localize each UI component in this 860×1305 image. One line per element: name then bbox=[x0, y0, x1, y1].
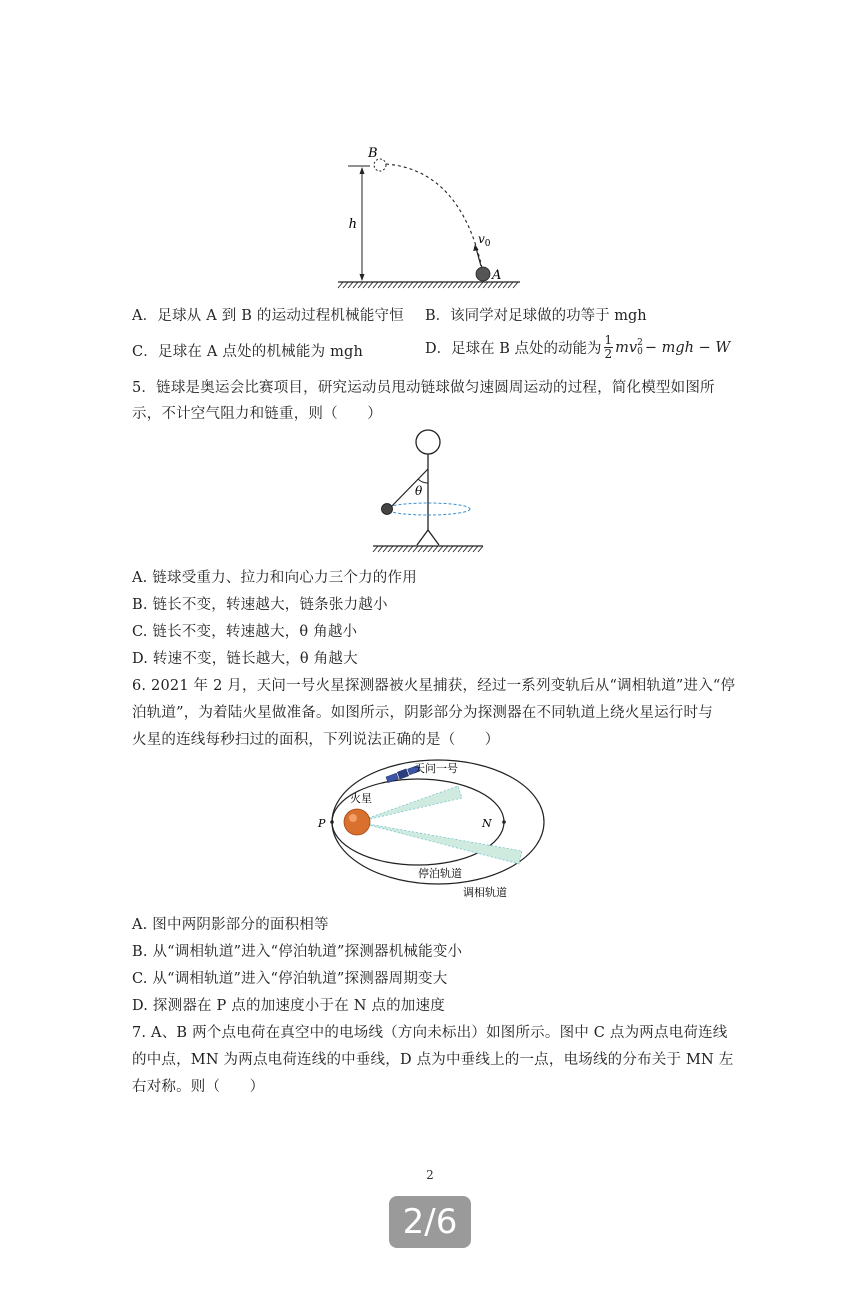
q6-option-c: C. 从“调相轨道”进入“停泊轨道”探测器周期变大 bbox=[132, 971, 448, 987]
q6-stem-line-1: 6. 2021 年 2 月，天问一号火星探测器被火星捕获，经过一系列变轨后从“调相轨道”进入“停 bbox=[132, 678, 736, 694]
point-n-label: N bbox=[482, 817, 492, 830]
hatch-stroke bbox=[398, 546, 403, 552]
point-a-label: A bbox=[492, 268, 502, 283]
hatch-stroke bbox=[433, 546, 438, 552]
height-label: h bbox=[348, 217, 357, 232]
hatch-stroke bbox=[513, 282, 518, 288]
probe-label: 天问一号 bbox=[414, 762, 458, 775]
q4-option-d-tail: − mgh − W bbox=[644, 339, 731, 356]
hatch-stroke bbox=[383, 282, 388, 288]
hatch-stroke bbox=[438, 282, 443, 288]
q7-stem-line-2: 的中点，MN 为两点电荷连线的中垂线，D 点为中垂线上的一点，电场线的分布关于 MN 左 bbox=[132, 1052, 734, 1068]
hatch-stroke bbox=[448, 282, 453, 288]
q4-option-a: A．足球从 A 到 B 的运动过程机械能守恒 bbox=[132, 308, 404, 324]
q6-stem-line-3: 火星的连线每秒扫过的面积，下列说法正确的是（ ） bbox=[132, 732, 500, 748]
point-b-label: B bbox=[368, 146, 378, 161]
hatch-stroke bbox=[458, 282, 463, 288]
superscript-2: 2 bbox=[637, 337, 643, 348]
v0-label: $v_0$ bbox=[478, 232, 491, 249]
hatch-stroke bbox=[388, 282, 393, 288]
mars-label: 火星 bbox=[350, 792, 372, 805]
q4-option-d-fraction bbox=[604, 334, 614, 361]
hatch-stroke bbox=[348, 282, 353, 288]
hatch-stroke bbox=[418, 282, 423, 288]
q5-option-c: C. 链长不变，转速越大，θ 角越小 bbox=[132, 624, 358, 640]
hatch-stroke bbox=[473, 546, 478, 552]
theta-arc bbox=[418, 479, 428, 483]
trajectory-curve bbox=[386, 164, 482, 268]
hatch-stroke bbox=[343, 282, 348, 288]
q5-hammer-throw-figure bbox=[365, 425, 490, 557]
fraction-denominator: 2 bbox=[604, 347, 613, 361]
q6-stem-line-2: 泊轨道”，为着陆火星做准备。如图所示，阴影部分为探测器在不同轨道上绕火星运行时与 bbox=[132, 705, 713, 721]
q4-option-c: C．足球在 A 点处的机械能为 mgh bbox=[132, 344, 364, 360]
hatch-stroke bbox=[483, 282, 488, 288]
hatch-stroke bbox=[388, 546, 393, 552]
fraction-numerator: 1 bbox=[604, 333, 613, 347]
hatch-stroke bbox=[468, 546, 473, 552]
hatch-stroke bbox=[378, 546, 383, 552]
hatch-stroke bbox=[378, 282, 383, 288]
hatch-stroke bbox=[418, 546, 423, 552]
q6-option-d: D. 探测器在 P 点的加速度小于在 N 点的加速度 bbox=[132, 998, 445, 1014]
hatch-stroke bbox=[468, 282, 473, 288]
q4-option-b: B．该同学对足球做的功等于 mgh bbox=[425, 308, 647, 324]
height-arrow-up bbox=[360, 167, 365, 174]
hatch-stroke bbox=[438, 546, 443, 552]
hatch-stroke bbox=[428, 282, 433, 288]
hatch-stroke bbox=[373, 282, 378, 288]
athlete-left-leg bbox=[417, 530, 428, 545]
page-number: 2 bbox=[426, 1168, 434, 1182]
shaded-area-lower bbox=[357, 822, 522, 864]
q4-option-d bbox=[425, 334, 730, 361]
athlete-right-leg bbox=[428, 530, 439, 545]
hatch-stroke bbox=[393, 546, 398, 552]
hatch-stroke bbox=[463, 546, 468, 552]
velocity-arrow bbox=[476, 248, 481, 266]
hatch-stroke bbox=[508, 282, 513, 288]
hatch-stroke bbox=[443, 546, 448, 552]
hatch-stroke bbox=[423, 546, 428, 552]
q6-option-b: B. 从“调相轨道”进入“停泊轨道”探测器机械能变小 bbox=[132, 944, 463, 960]
hatch-stroke bbox=[448, 546, 453, 552]
subscript-0: 0 bbox=[637, 346, 643, 357]
page-indicator[interactable]: 2/6 bbox=[389, 1196, 471, 1248]
q5-stem-line-1: 5．链球是奥运会比赛项目，研究运动员甩动链球做匀速圆周运动的过程，简化模型如图所 bbox=[132, 380, 715, 396]
hatch-stroke bbox=[403, 282, 408, 288]
hatch-stroke bbox=[413, 282, 418, 288]
hatch-stroke bbox=[398, 282, 403, 288]
hatch-stroke bbox=[428, 546, 433, 552]
q4-trajectory-figure bbox=[330, 140, 530, 292]
q4-option-d-mv: mv bbox=[615, 339, 638, 356]
hatch-stroke bbox=[473, 282, 478, 288]
parking-orbit-label: 停泊轨道 bbox=[418, 867, 462, 880]
hatch-stroke bbox=[423, 282, 428, 288]
hatch-stroke bbox=[503, 282, 508, 288]
hatch-stroke bbox=[338, 282, 343, 288]
point-p-label: P bbox=[318, 817, 326, 830]
hatch-stroke bbox=[368, 282, 373, 288]
q6-orbit-figure bbox=[310, 756, 555, 904]
hatch-stroke bbox=[478, 282, 483, 288]
q5-stem-line-2: 示，不计空气阻力和链重，则（ ） bbox=[132, 406, 382, 422]
hatch-stroke bbox=[393, 282, 398, 288]
hatch-stroke bbox=[413, 546, 418, 552]
mars-planet bbox=[344, 809, 370, 835]
q5-option-d: D. 转速不变，链长越大，θ 角越大 bbox=[132, 651, 358, 667]
q7-stem-line-1: 7. A、B 两个点电荷在真空中的电场线（方向未标出）如图所示。图中 C 点为两点电荷连线 bbox=[132, 1025, 728, 1041]
hatch-stroke bbox=[463, 282, 468, 288]
athlete-head bbox=[416, 430, 440, 454]
hatch-stroke bbox=[373, 546, 378, 552]
hatch-stroke bbox=[453, 546, 458, 552]
q7-stem-line-3: 右对称。则（ ） bbox=[132, 1079, 265, 1095]
hatch-stroke bbox=[353, 282, 358, 288]
hatch-stroke bbox=[453, 282, 458, 288]
ball-at-a bbox=[476, 267, 490, 281]
hatch-stroke bbox=[408, 282, 413, 288]
hatch-stroke bbox=[408, 546, 413, 552]
q5-option-b: B. 链长不变，转速越大，链条张力越小 bbox=[132, 597, 388, 613]
q4-option-d-prefix: D．足球在 B 点处的动能为 bbox=[425, 341, 602, 357]
phasing-orbit-label: 调相轨道 bbox=[463, 886, 507, 899]
hammer-ball bbox=[382, 504, 393, 515]
q4-option-d-sub-sup bbox=[637, 339, 643, 357]
ground-hatch-5 bbox=[373, 546, 483, 552]
hatch-stroke bbox=[478, 546, 483, 552]
theta-label: θ bbox=[415, 484, 423, 498]
hatch-stroke bbox=[363, 282, 368, 288]
hatch-stroke bbox=[443, 282, 448, 288]
height-arrow-down bbox=[360, 274, 365, 281]
q5-option-a: A. 链球受重力、拉力和向心力三个力的作用 bbox=[132, 570, 417, 586]
point-p-marker bbox=[330, 820, 334, 824]
hatch-stroke bbox=[458, 546, 463, 552]
hatch-stroke bbox=[383, 546, 388, 552]
ground-hatch bbox=[338, 282, 518, 288]
hatch-stroke bbox=[403, 546, 408, 552]
hatch-stroke bbox=[358, 282, 363, 288]
shaded-area-upper bbox=[357, 786, 462, 822]
hatch-stroke bbox=[433, 282, 438, 288]
q6-option-a: A. 图中两阴影部分的面积相等 bbox=[132, 917, 329, 933]
mars-highlight bbox=[349, 814, 357, 822]
point-n-marker bbox=[502, 820, 506, 824]
